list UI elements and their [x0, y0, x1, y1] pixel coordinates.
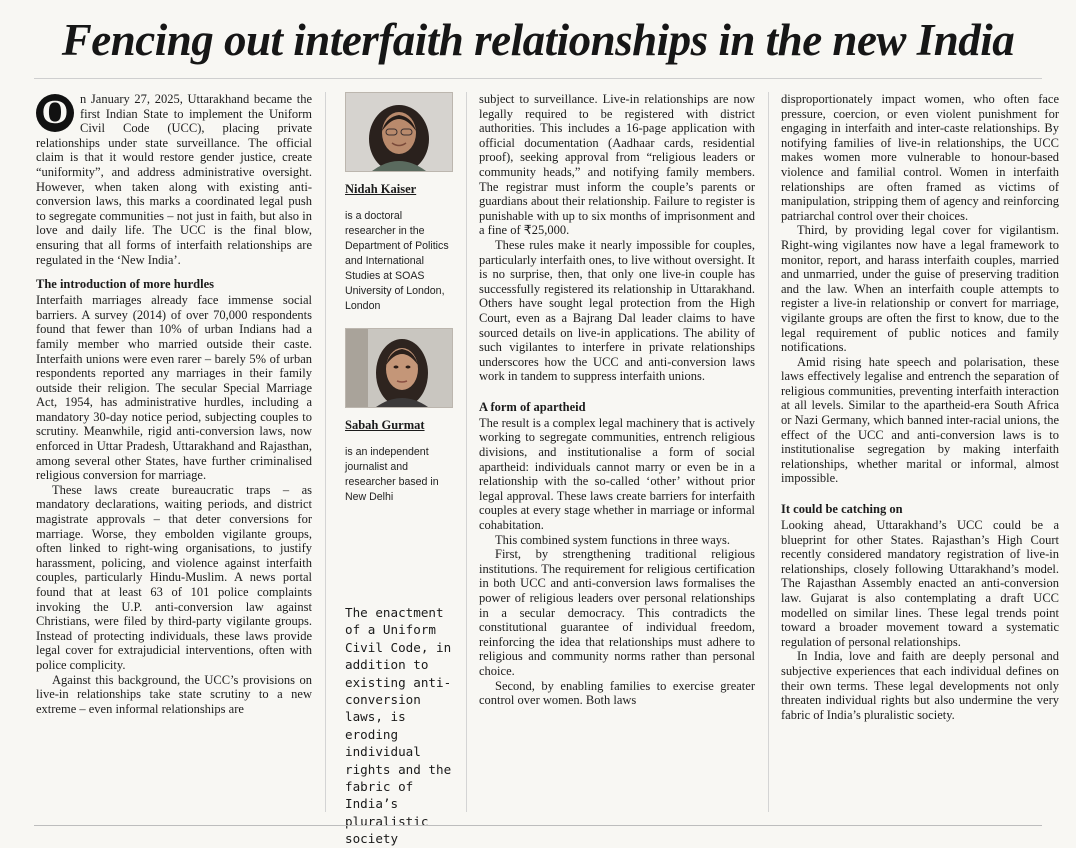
column-divider: [325, 92, 326, 812]
column-divider: [768, 92, 769, 812]
author-name-2: Sabah Gurmat: [345, 418, 425, 432]
column-3: [479, 92, 755, 817]
lead-paragraph: n January 27, 2025, Uttarakhand became the first Indian State to implement the Uniform Civil Code (UCC), placing private relationships under state surveillance. The official claim is that it would restore gender justice, create “uniformity”, and address administrative oversight. However, when taken along with existing anti-conversion laws, this marks a coordinated legal push to segregate communities – not just in faith, but also in love and daily life. The UCC is the final blow, ensuring that all forms of interfaith relationships are regulated in the ‘New India’.: [36, 92, 312, 267]
author-bio-2: is an independent journalist and researcher based in New Delhi: [345, 446, 439, 503]
subhead-catching-on: It could be catching on: [781, 502, 903, 517]
author-portrait-1: [346, 93, 452, 171]
author-name-1: Nidah Kaiser: [345, 182, 417, 196]
paragraph: This combined system functions in three ways.: [495, 532, 731, 547]
dropcap: O: [36, 94, 74, 132]
paragraph: These rules make it nearly impossible for couples, particularly interfaith ones, to live without oversight. It is no surprise, then, that only one live-in couple has successfully registered its relationship in Uttarakhand. Others have sought legal protection from the High Court, even as a Bajrang Dal leader claims to have sourced details on live-in applications. The ability of such vigilantes to interfere in private relationships underscores how the UCC and anti-conversion laws work in tandem to suppress interfaith unions.: [479, 237, 755, 384]
author-bio-1: is a doctoral researcher in the Department of Politics and International Studies at SOAS University of London, London: [345, 210, 449, 312]
subhead-apartheid: A form of apartheid: [479, 399, 586, 414]
pull-quote: The enactment of a Uniform Civil Code, in addition to existing anti-conversion laws, is eroding individual rights and the fabric of India’s pluralistic society: [345, 605, 452, 847]
lead-paragraph-wrap: [36, 92, 312, 267]
paragraph: Looking ahead, Uttarakhand’s UCC could be a blueprint for other States. Rajasthan’s High Court recently considered mandatory registration of live-in relationships, closely following Uttarakhand’s model. The Rajasthan Assembly enacted an anti-conversion law. Gujarat is also contemplating a draft UCC modelled on similar lines. These legal trends point toward a broader movement toward a systematic regulation of personal relationships.: [781, 518, 1059, 649]
paragraph: The result is a complex legal machinery that is actively working to segregate communities, entrench religious divisions, and institutionalise a form of social apartheid: individuals cannot marry or even be in a relationship with the so-called ‘other’ without prior legal approval. These laws create barriers for interfaith couples at every stage whether in marriage or informal cohabitation.: [479, 415, 755, 533]
column-4: [781, 92, 1059, 817]
paragraph: Second, by enabling families to exercise greater control over women. Both laws: [479, 678, 755, 708]
top-rule: [34, 78, 1042, 79]
headline: Fencing out interfaith relationships in the new India: [61, 15, 1015, 65]
column-divider: [466, 92, 467, 812]
subhead-hurdles: The introduction of more hurdles: [36, 277, 215, 292]
paragraph: Third, by providing legal cover for vigilantism. Right-wing vigilantes now have a legal framework to monitor, report, and harass interfaith couples, married and unmarried, under the guise of preserving tradition and the law. When an interfaith couple attempts to register a live-in relationship or convert for marriage, vigilante groups are often the first to know, due to the legal requirement of public notices and family notifications.: [781, 223, 1059, 355]
paragraph: subject to surveillance. Live-in relationships are now legally required to be registered with district authorities. This includes a 16-page application with official documentation (Aadhaar cards, residential proof), seeking approval from “religious leaders or community heads,” and notifying family members. The registrar must inform the couple’s parents or guardians about their relationship. Failure to register is punishable with up to six months of imprisonment and a fine of ₹25,000.: [479, 92, 755, 238]
author-photo-nidah: [345, 92, 453, 172]
paragraph: Against this background, the UCC’s provisions on live-in relationships take state scrutiny to a new extreme – even informal relationships are: [36, 672, 312, 716]
paragraph: First, by strengthening traditional religious institutions. The requirement for religious certification in both UCC and anti-conversion laws formalises the power of religious leaders over personal relationships in a secular democracy. This contradicts the constitutional guarantee of individual freedom, reinforcing the idea that relationships must adhere to religious and community norms rather than personal choice.: [479, 547, 755, 678]
paragraph: These laws create bureaucratic traps – as mandatory declarations, waiting periods, and district magistrate approvals – that deter conversions for marriage. Worse, they embolden vigilante groups, often linked to right-wing organisations, to justify harassment, policing, and violence against interfaith couples, particularly Hindu-Muslim. A news portal found that at least 63 of 101 police complaints invoking the U.P. anti-conversion law against Christians, were filed by third-party vigilante groups. Instead of protecting individuals, these laws provide legal cover for extrajudicial interventions, often with police complicity.: [36, 482, 312, 672]
paragraph: In India, love and faith are deeply personal and subjective experiences that each individual defines on their own terms. These legal developments not only threaten individual rights but also undermine the very fabric of India’s pluralistic society.: [781, 649, 1059, 722]
column-1: [36, 92, 312, 817]
bottom-rule: [34, 825, 1042, 826]
author-portrait-2: [346, 329, 452, 407]
paragraph: disproportionately impact women, who often face pressure, coercion, or even violent punishment for engaging in interfaith and inter-caste relationships. By notifying families of live-in relationships, the UCC makes women more vulnerable to honour-based violence and familial control. Women in interfaith relationships are often framed as victims of manipulation, stripping them of agency and reinforcing patriarchal control over their choices.: [781, 92, 1059, 223]
author-column: [345, 92, 455, 505]
paragraph: Interfaith marriages already face immense social barriers. A survey (2014) of over 70,000 respondents found that fewer than 10% of urban Indians had a family member who married outside their caste. Interfaith unions were even rarer – barely 5% of urban respondents reported any marriages in their family outside their religion. The secular Special Marriage Act, 1954, has administrative hurdles, including a mandatory 30-day notice period, subjecting couples to scrutiny. Meanwhile, rigid anti-conversion laws, now enforced in Uttar Pradesh, Uttarakhand and Rajasthan, among several other States, have further criminalised religious conversion for marriage.: [36, 293, 312, 483]
author-photo-sabah: [345, 328, 453, 408]
paragraph: Amid rising hate speech and polarisation, these laws effectively legalise and entrench the separation of religious communities, preventing interfaith interaction at all levels. Similar to the apartheid-era South Africa or Nazi Germany, which banned inter-racial unions, the effect of the UCC and anti-conversion laws is to institutionalise segregation by making interfaith relationships, whether marital or informal, almost impossible.: [781, 354, 1059, 486]
